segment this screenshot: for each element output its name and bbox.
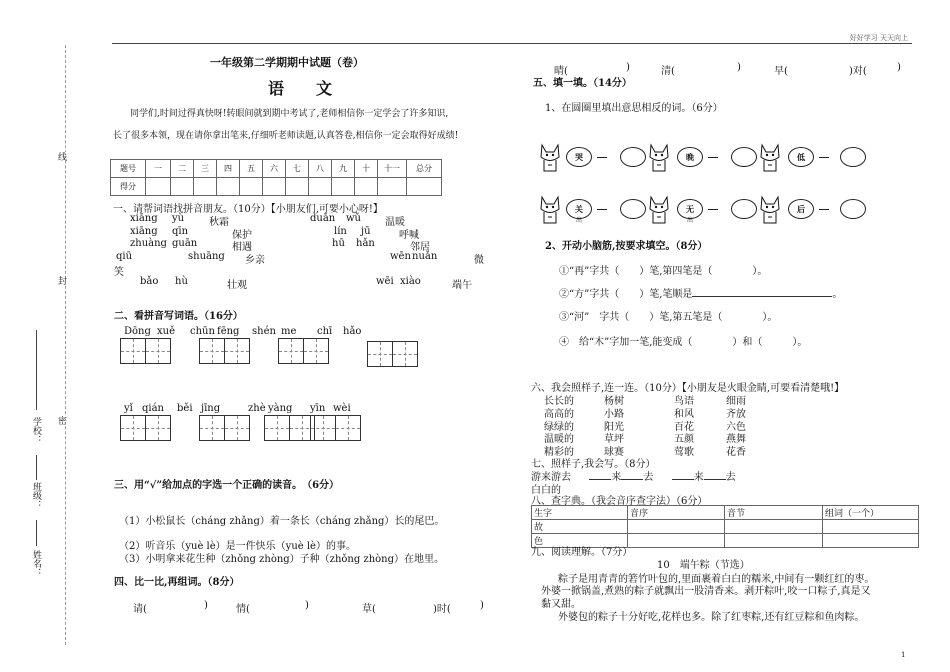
score-header-cell: 七: [286, 160, 309, 178]
dict-cell[interactable]: [628, 534, 725, 548]
s7-char: 来: [611, 472, 622, 483]
pinyin: hǎn: [356, 238, 375, 249]
dict-header-row: [532, 506, 919, 520]
pinyin: shuāng: [188, 251, 225, 262]
antonym-given-circle: 后: [788, 199, 814, 219]
s5-sub2: 2、开动小脑筋,按要求填空。（8分）: [545, 241, 708, 252]
reading-title: 10 端午粽（节选）: [657, 560, 750, 571]
s3-item-2: （2）听音乐（yuè lè）是一件快乐（yuè lè）的事。: [119, 541, 356, 552]
pinyin: yù: [172, 213, 185, 224]
s7-char: 来: [693, 472, 704, 483]
s9-heading: 九、阅读理解。（7分）: [531, 547, 633, 558]
match-item[interactable]: 和风: [674, 409, 694, 420]
compare-paren: ): [480, 600, 484, 611]
dict-cell[interactable]: [823, 520, 919, 534]
pinyin: xuě: [157, 326, 175, 337]
pinyin: zhuàng: [130, 238, 167, 249]
dict-cell[interactable]: [725, 520, 823, 534]
pinyin: wēi: [376, 276, 394, 287]
match-item[interactable]: 燕舞: [726, 434, 746, 445]
score-header-cell: 九: [332, 160, 355, 178]
score-header-cell: 三: [194, 160, 217, 178]
dict-header: 音节: [725, 506, 823, 520]
word: 乡亲: [245, 255, 265, 266]
pinyin: wèi: [333, 403, 351, 414]
pinyin: jīng: [201, 403, 221, 414]
word: 微: [474, 255, 484, 266]
score-cell[interactable]: [240, 178, 263, 196]
s7-blank[interactable]: [589, 479, 611, 480]
antonym-answer-circle[interactable]: [731, 147, 757, 167]
match-item[interactable]: 温暖的: [544, 434, 574, 445]
match-item[interactable]: 六色: [726, 422, 746, 433]
score-cell[interactable]: [146, 178, 171, 196]
pinyin: yàng: [268, 403, 293, 414]
writing-box[interactable]: [310, 415, 360, 441]
pinyin: xiāng: [130, 226, 158, 237]
pinyin: lín: [334, 226, 347, 237]
pinyin: fēng: [217, 326, 240, 337]
pinyin: bǎo: [140, 276, 159, 287]
match-item[interactable]: 草坪: [604, 434, 624, 445]
compare-char: 早(: [774, 66, 788, 77]
score-cell[interactable]: [194, 178, 217, 196]
s5-heading: 五、填一填。（14分）: [533, 78, 632, 89]
word: 呼喊: [399, 230, 419, 241]
score-cell[interactable]: [286, 178, 309, 196]
cat-icon: [648, 195, 670, 225]
antonym-answer-circle[interactable]: [731, 199, 757, 219]
match-item[interactable]: 精彩的: [544, 447, 574, 458]
score-cell[interactable]: [332, 178, 355, 196]
antonym-given-circle: 低: [788, 147, 814, 167]
dict-cell[interactable]: [823, 534, 919, 548]
s4-heading: 四、比一比,再组词。（8分）: [114, 577, 240, 588]
match-item[interactable]: 百花: [674, 422, 694, 433]
compare-char: )对(: [849, 66, 867, 77]
score-cell[interactable]: [217, 178, 240, 196]
pinyin: me: [281, 326, 297, 337]
class-label: 班级：: [31, 482, 41, 509]
ring-subchar: 出: [576, 217, 583, 224]
antonym-given-circle: 晚: [677, 147, 703, 167]
word: 保护: [232, 230, 252, 241]
match-item[interactable]: 齐放: [726, 409, 746, 420]
compare-char: 清(: [661, 66, 675, 77]
ring-char: 关: [575, 204, 583, 214]
word: 端午: [452, 280, 472, 291]
pinyin: wǔ: [346, 213, 361, 224]
s3-item-3: （3）小明拿来花生种（zhǒng zhòng）子种（zhǒng zhòng）在地里。: [119, 554, 445, 565]
pinyin: chī: [317, 326, 333, 337]
pinyin: qīn: [172, 226, 189, 237]
match-item[interactable]: 五颜: [674, 434, 694, 445]
word: 邻居: [410, 242, 430, 253]
pinyin: yīn: [310, 403, 326, 414]
s5-line-3: ③“河” 字共（ ）笔,第五笔是（ ）。: [559, 312, 778, 323]
school-label: 学校：: [31, 417, 41, 444]
score-header-cell: 八: [309, 160, 332, 178]
match-item[interactable]: 高高的: [544, 409, 574, 420]
pinyin: duān: [310, 213, 336, 224]
dash: [708, 209, 718, 210]
s7-char: 去: [643, 472, 654, 483]
page-number: 1: [901, 651, 906, 659]
s7-example-1: 游来游去: [531, 472, 571, 483]
pinyin: chūn: [190, 326, 215, 337]
pinyin: xiào: [400, 276, 421, 287]
pinyin: qián: [142, 403, 165, 414]
antonym-answer-circle[interactable]: [840, 199, 866, 219]
score-cell[interactable]: [309, 178, 332, 196]
word: 秋霜: [209, 217, 229, 228]
dash: [819, 157, 829, 158]
dash: [819, 209, 829, 210]
word: 相遇: [232, 242, 252, 253]
margin-secret-label: 密: [56, 416, 66, 425]
s5-sub1: 1、在圆圈里填出意思相反的词。（6分）: [545, 103, 723, 114]
score-cell[interactable]: [171, 178, 194, 196]
writing-box[interactable]: [278, 338, 328, 364]
compare-char: )时(: [433, 604, 451, 615]
margin-seal-label: 封: [56, 276, 66, 285]
match-item[interactable]: 杨树: [604, 396, 624, 407]
exam-title: 一年级第二学期期中试题（卷）: [210, 56, 364, 69]
match-item[interactable]: 球赛: [604, 447, 624, 458]
pinyin: běi: [177, 403, 193, 414]
s7-example-2: 白白的: [531, 485, 561, 496]
score-header-row: [111, 160, 442, 178]
pinyin: qiū: [116, 251, 133, 262]
s7-blank[interactable]: [672, 479, 694, 480]
score-header-cell: 总分: [407, 160, 442, 178]
reading-p1-line2: 外婆一掀锅盖,煮熟的粽子就飘出一股清香来。剥开粽叶,咬一口粽子,真是又: [541, 586, 871, 597]
compare-char: 情(: [236, 604, 250, 615]
compare-paren: ): [897, 62, 901, 73]
s2-heading: 二、看拼音写词语。（16分）: [114, 311, 243, 322]
pinyin: jū: [361, 226, 371, 237]
pinyin: shén: [252, 326, 276, 337]
name-label: 姓名：: [31, 550, 41, 577]
s7-heading: 七、照样子,我会写。（8分）: [531, 459, 656, 470]
reading-p1-line3: 黏又甜。: [541, 599, 581, 610]
score-cell[interactable]: [407, 178, 442, 196]
match-item[interactable]: 阳光: [604, 422, 624, 433]
cat-icon: [759, 143, 781, 173]
match-item[interactable]: 莺歌: [674, 447, 694, 458]
dash: [597, 157, 607, 158]
pinyin: yǐ: [124, 403, 133, 414]
score-header-cell: 十一: [378, 160, 407, 178]
class-blank[interactable]: [36, 455, 37, 480]
s1-heading: 一、请帮词语找拼音朋友。（10分）【小朋友们,可要小心呀!】: [113, 204, 383, 215]
subject-title: 语 文: [268, 79, 333, 98]
compare-char: 草(: [362, 604, 376, 615]
dict-row: [532, 520, 919, 534]
s3-item-1: （1）小松鼠长（cháng zhǎng）着一条长（cháng zhǎng）长的尾巴。: [119, 516, 445, 527]
dict-header: 组词（一个）: [823, 506, 919, 520]
header-motto: 好好学习 天天向上: [849, 34, 908, 42]
score-cell[interactable]: [263, 178, 286, 196]
word: 壮观: [227, 280, 247, 291]
word: 笑: [114, 267, 124, 278]
s5-line-2: ②“方”字共（ ）笔,笔顺是 。: [559, 289, 843, 300]
stroke-order-blank[interactable]: [692, 296, 832, 297]
dict-header: 生字: [532, 506, 628, 520]
writing-box[interactable]: [120, 338, 170, 364]
score-header-cell: 六: [263, 160, 286, 178]
writing-box[interactable]: [199, 415, 249, 441]
score-value-row: [111, 178, 442, 196]
margin-line-label: 线: [56, 152, 66, 161]
s5-line-2-text: ②“方”字共（ ）笔,笔顺是: [559, 289, 693, 300]
score-header-cell: 二: [171, 160, 194, 178]
match-item[interactable]: 小路: [604, 409, 624, 420]
dash: [708, 157, 718, 158]
compare-char: 晴(: [554, 66, 568, 77]
compare-paren: ): [626, 62, 630, 73]
intro-line-2: 长了很多本领，现在请你拿出笔来,仔细听老师读题,认真答卷,相信你一定会取得好成绩!: [113, 131, 459, 141]
pinyin: zhè: [248, 403, 266, 414]
score-header-cell: 十: [355, 160, 378, 178]
ring-subchar: 出: [687, 217, 694, 224]
writing-box[interactable]: [367, 341, 417, 367]
header-rule: [112, 43, 912, 44]
pinyin: guān: [172, 238, 198, 249]
score-cell[interactable]: [378, 178, 407, 196]
writing-box[interactable]: [264, 415, 314, 441]
antonym-answer-circle[interactable]: [620, 199, 646, 219]
match-item[interactable]: 细雨: [726, 396, 746, 407]
score-table: [110, 159, 442, 196]
pinyin: wēn: [390, 251, 411, 262]
writing-box[interactable]: [199, 338, 249, 364]
reading-p2: 外婆包的粽子十分好吃,花样也多。除了红枣粽,还有红豆粽和鱼肉粽。: [558, 612, 865, 623]
score-cell[interactable]: [355, 178, 378, 196]
cat-icon: [648, 143, 670, 173]
score-row-label: 得分: [111, 178, 146, 196]
antonym-answer-circle[interactable]: [840, 147, 866, 167]
writing-box[interactable]: [120, 415, 170, 441]
ring-char: 无: [686, 204, 694, 214]
dict-cell[interactable]: [628, 520, 725, 534]
pinyin: hū: [332, 238, 345, 249]
word: 温暖: [385, 217, 405, 228]
match-item[interactable]: 鸟语: [674, 396, 694, 407]
antonym-answer-circle[interactable]: [620, 147, 646, 167]
s6-heading: 六、我会照样子,连一连。（10分）【小朋友是火眼金睛,可要看清楚哦!】: [531, 383, 845, 394]
s5-line-1: ①“再”字共（ ）笔,第四笔是（ ）。: [559, 266, 768, 277]
s7-blank[interactable]: [621, 479, 643, 480]
score-header-cell: 题号: [111, 160, 146, 178]
antonym-given-circle: 哭: [566, 147, 592, 167]
cat-icon: [539, 143, 561, 173]
compare-paren: ): [204, 600, 208, 611]
s5-line-4: ④ 给“木”字加一笔,能变成（ ）和（ ）。: [559, 337, 808, 348]
pinyin: hǎo: [343, 326, 362, 337]
s7-blank[interactable]: [704, 479, 726, 480]
match-item[interactable]: 绿绿的: [544, 422, 574, 433]
s8-heading: 八、查字典。（我会音序查字法）（6分）: [531, 496, 708, 507]
cat-icon: [759, 195, 781, 225]
score-header-cell: 五: [240, 160, 263, 178]
reading-p1-line1: 粽子是用青青的箬竹叶包的,里面裹着白白的糯米,中间有一颗红红的枣。: [558, 574, 875, 585]
score-header-cell: 一: [146, 160, 171, 178]
dict-char: 故: [532, 520, 628, 534]
dict-header: 音序: [628, 506, 725, 520]
school-blank[interactable]: [36, 330, 37, 410]
intro-line-1: 同学们,时间过得真快呀!转眼间就到期中考试了,老师相信你一定学会了许多知识,: [130, 109, 449, 119]
pinyin: xiāng: [130, 213, 158, 224]
s3-heading: 三、用“√”给加点的字选一个正确的读音。 （6分）: [114, 480, 340, 491]
cat-icon: [539, 195, 561, 225]
binding-line: [65, 45, 66, 645]
name-blank[interactable]: [36, 520, 37, 546]
pinyin: hù: [175, 276, 188, 287]
pinyin: Dōng: [124, 326, 151, 337]
compare-char: 请(: [133, 604, 147, 615]
dictionary-table: [531, 505, 919, 548]
s7-example-row: [531, 468, 736, 483]
compare-paren: ): [737, 62, 741, 73]
score-header-cell: 四: [217, 160, 240, 178]
dict-cell[interactable]: [725, 534, 823, 548]
match-item[interactable]: 长长的: [544, 396, 574, 407]
compare-paren: ): [305, 600, 309, 611]
dash: [597, 209, 607, 210]
s7-char: 去: [725, 472, 736, 483]
pinyin: nuǎn: [412, 251, 438, 262]
match-item[interactable]: 花香: [726, 447, 746, 458]
dict-char: 色: [532, 534, 628, 548]
